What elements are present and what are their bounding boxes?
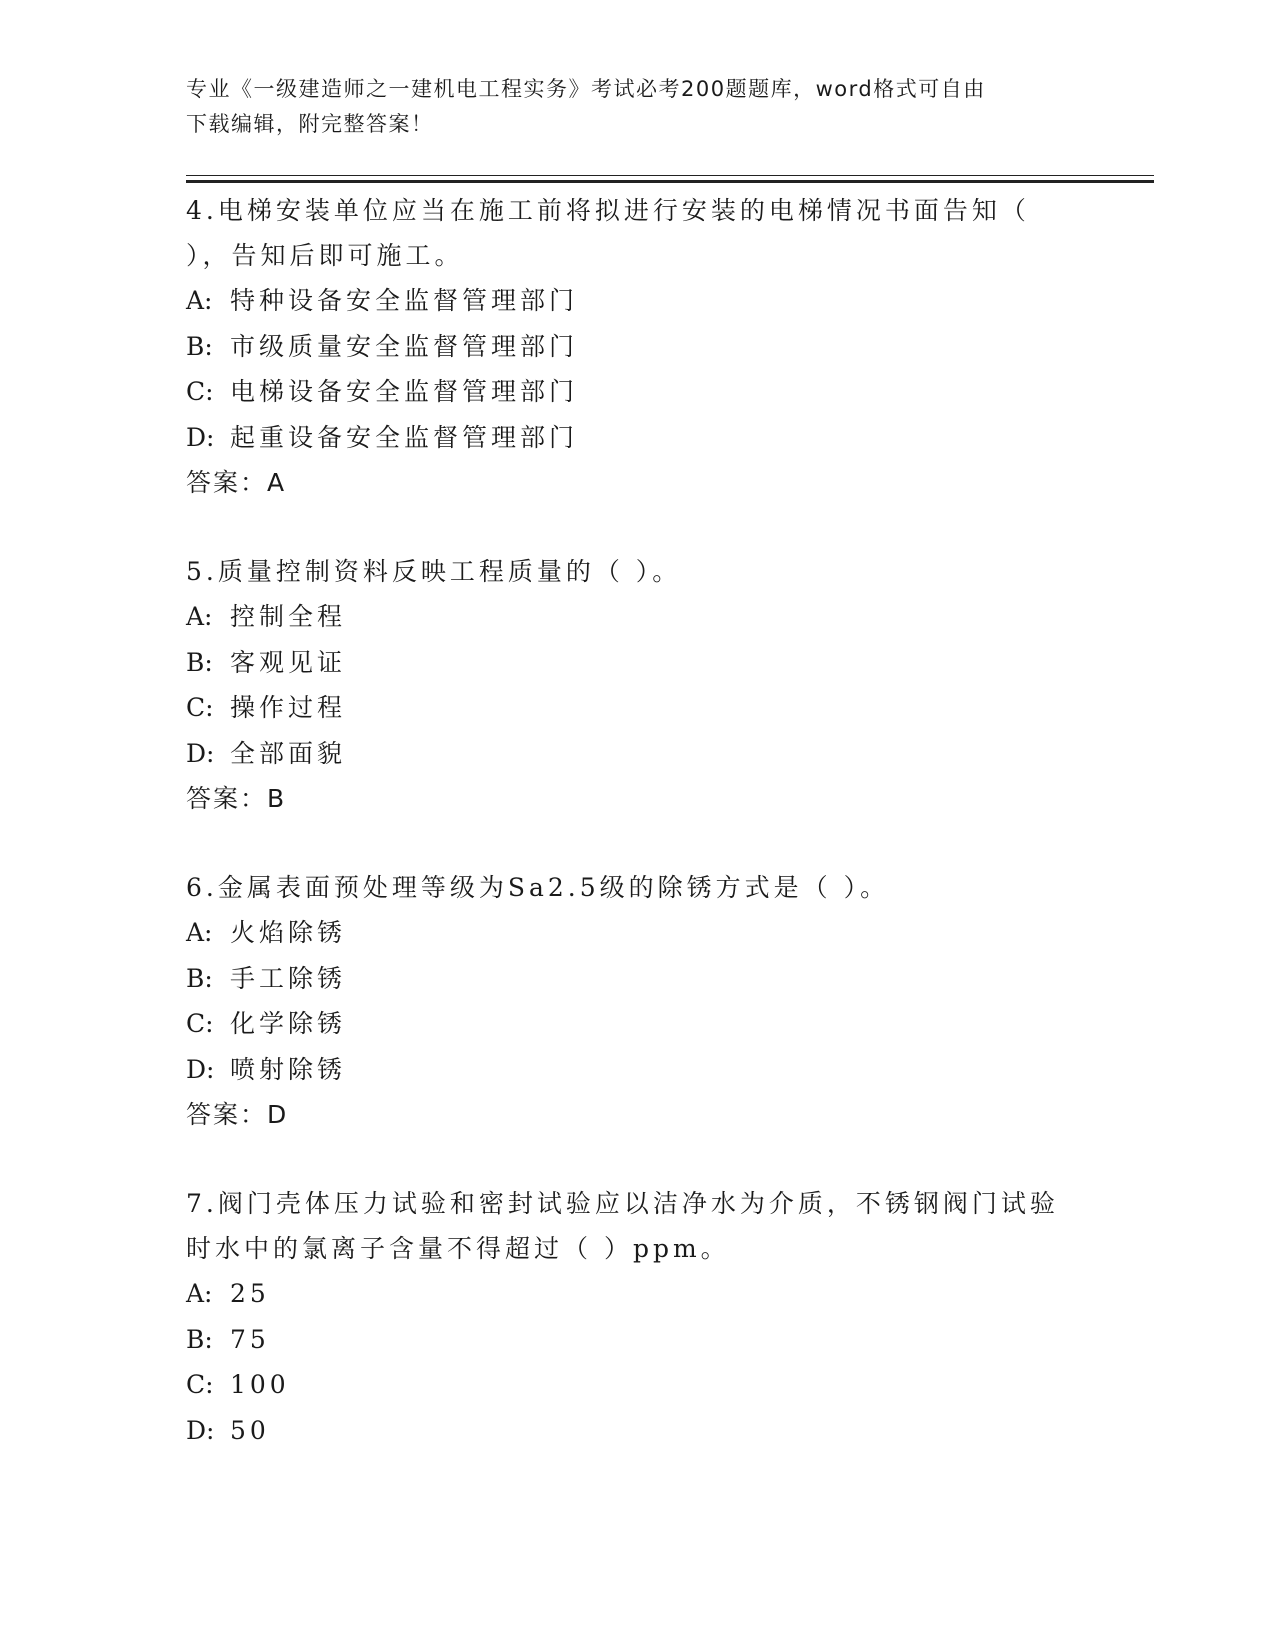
question-stem [186,549,1066,594]
answer-label: 答案： [186,784,268,813]
option-b [186,640,1066,686]
option-d [186,415,1066,461]
option-b [186,1317,1066,1363]
option-text: 75 [230,1324,270,1354]
question-text-line-1: 金属表面预处理等级为Sa2.5级的除锈方式是（ ）。 [217,873,890,902]
option-text: 全部面貌 [230,738,347,768]
document-header [186,72,1066,142]
option-text: 50 [230,1415,270,1445]
question-number: 6. [186,873,218,902]
option-c [186,1362,1066,1408]
question-6 [186,865,1066,1137]
option-a [186,910,1066,956]
question-number: 4. [186,196,218,225]
option-text: 操作过程 [230,693,347,722]
option-a [186,594,1066,640]
question-text-line-1: 质量控制资料反映工程质量的（ ）。 [217,557,682,586]
answer-line [186,460,1066,505]
spacer [186,505,1066,549]
option-a [186,1271,1066,1317]
option-text: 25 [230,1279,270,1308]
question-number: 5. [186,557,218,586]
question-7 [186,1181,1066,1453]
option-text: 特种设备安全监督管理部门 [230,286,579,315]
question-text-line-2: ），告知后即可施工。 [186,241,464,270]
option-letter: D: [186,1415,215,1445]
option-letter: D: [186,1054,215,1084]
question-number: 7. [186,1189,218,1218]
option-d [186,731,1066,777]
question-stem [186,865,1066,910]
option-a [186,278,1066,324]
answer-line [186,1092,1066,1137]
option-letter: C: [186,693,214,722]
option-text: 控制全程 [230,602,347,631]
option-c [186,1001,1066,1047]
option-letter: B: [186,1324,213,1354]
option-b [186,324,1066,370]
option-letter: C: [186,377,214,406]
option-text: 起重设备安全监督管理部门 [230,422,579,452]
question-text-line-1: 阀门壳体压力试验和密封试验应以洁净水为介质，不锈钢阀门试验 [217,1189,1059,1218]
option-text: 手工除锈 [230,963,347,993]
option-b [186,956,1066,1002]
question-text-line-2: 时水中的氯离子含量不得超过（ ）ppm。 [186,1234,730,1263]
answer-label: 答案： [186,468,268,497]
header-divider-thick [186,180,1154,183]
option-text: 客观见证 [230,647,347,677]
spacer [186,1137,1066,1181]
option-text: 市级质量安全监督管理部门 [230,331,579,361]
option-c [186,685,1066,731]
answer-line [186,776,1066,821]
option-letter: D: [186,422,215,452]
answer-value: D [267,1100,288,1129]
option-text: 火焰除锈 [230,918,347,947]
option-text: 100 [230,1370,290,1399]
option-letter: B: [186,647,213,677]
option-letter: B: [186,963,213,993]
option-text: 化学除锈 [230,1009,347,1038]
option-letter: A: [186,1279,213,1308]
option-letter: D: [186,738,215,768]
question-5 [186,549,1066,821]
option-letter: A: [186,918,213,947]
option-letter: A: [186,602,213,631]
answer-label: 答案： [186,1100,268,1129]
option-letter: C: [186,1009,214,1038]
spacer [186,821,1066,865]
header-line-1: 专业《一级建造师之一建机电工程实务》考试必考200题题库，word格式可自由 [186,77,986,101]
option-d [186,1408,1066,1454]
option-text: 电梯设备安全监督管理部门 [230,377,579,406]
question-list [186,188,1066,1453]
question-text-line-1: 电梯安装单位应当在施工前将拟进行安装的电梯情况书面告知（ [217,196,1030,225]
question-stem [186,188,1066,233]
option-letter: B: [186,331,213,361]
option-text: 喷射除锈 [230,1054,347,1084]
header-line-2: 下载编辑，附完整答案！ [186,112,434,136]
option-letter: A: [186,286,213,315]
question-4 [186,188,1066,505]
answer-value: B [267,784,286,813]
option-letter: C: [186,1370,214,1399]
option-d [186,1047,1066,1093]
question-stem [186,1181,1066,1226]
answer-value: A [267,468,286,497]
option-c [186,369,1066,415]
header-divider-thin [186,175,1154,176]
